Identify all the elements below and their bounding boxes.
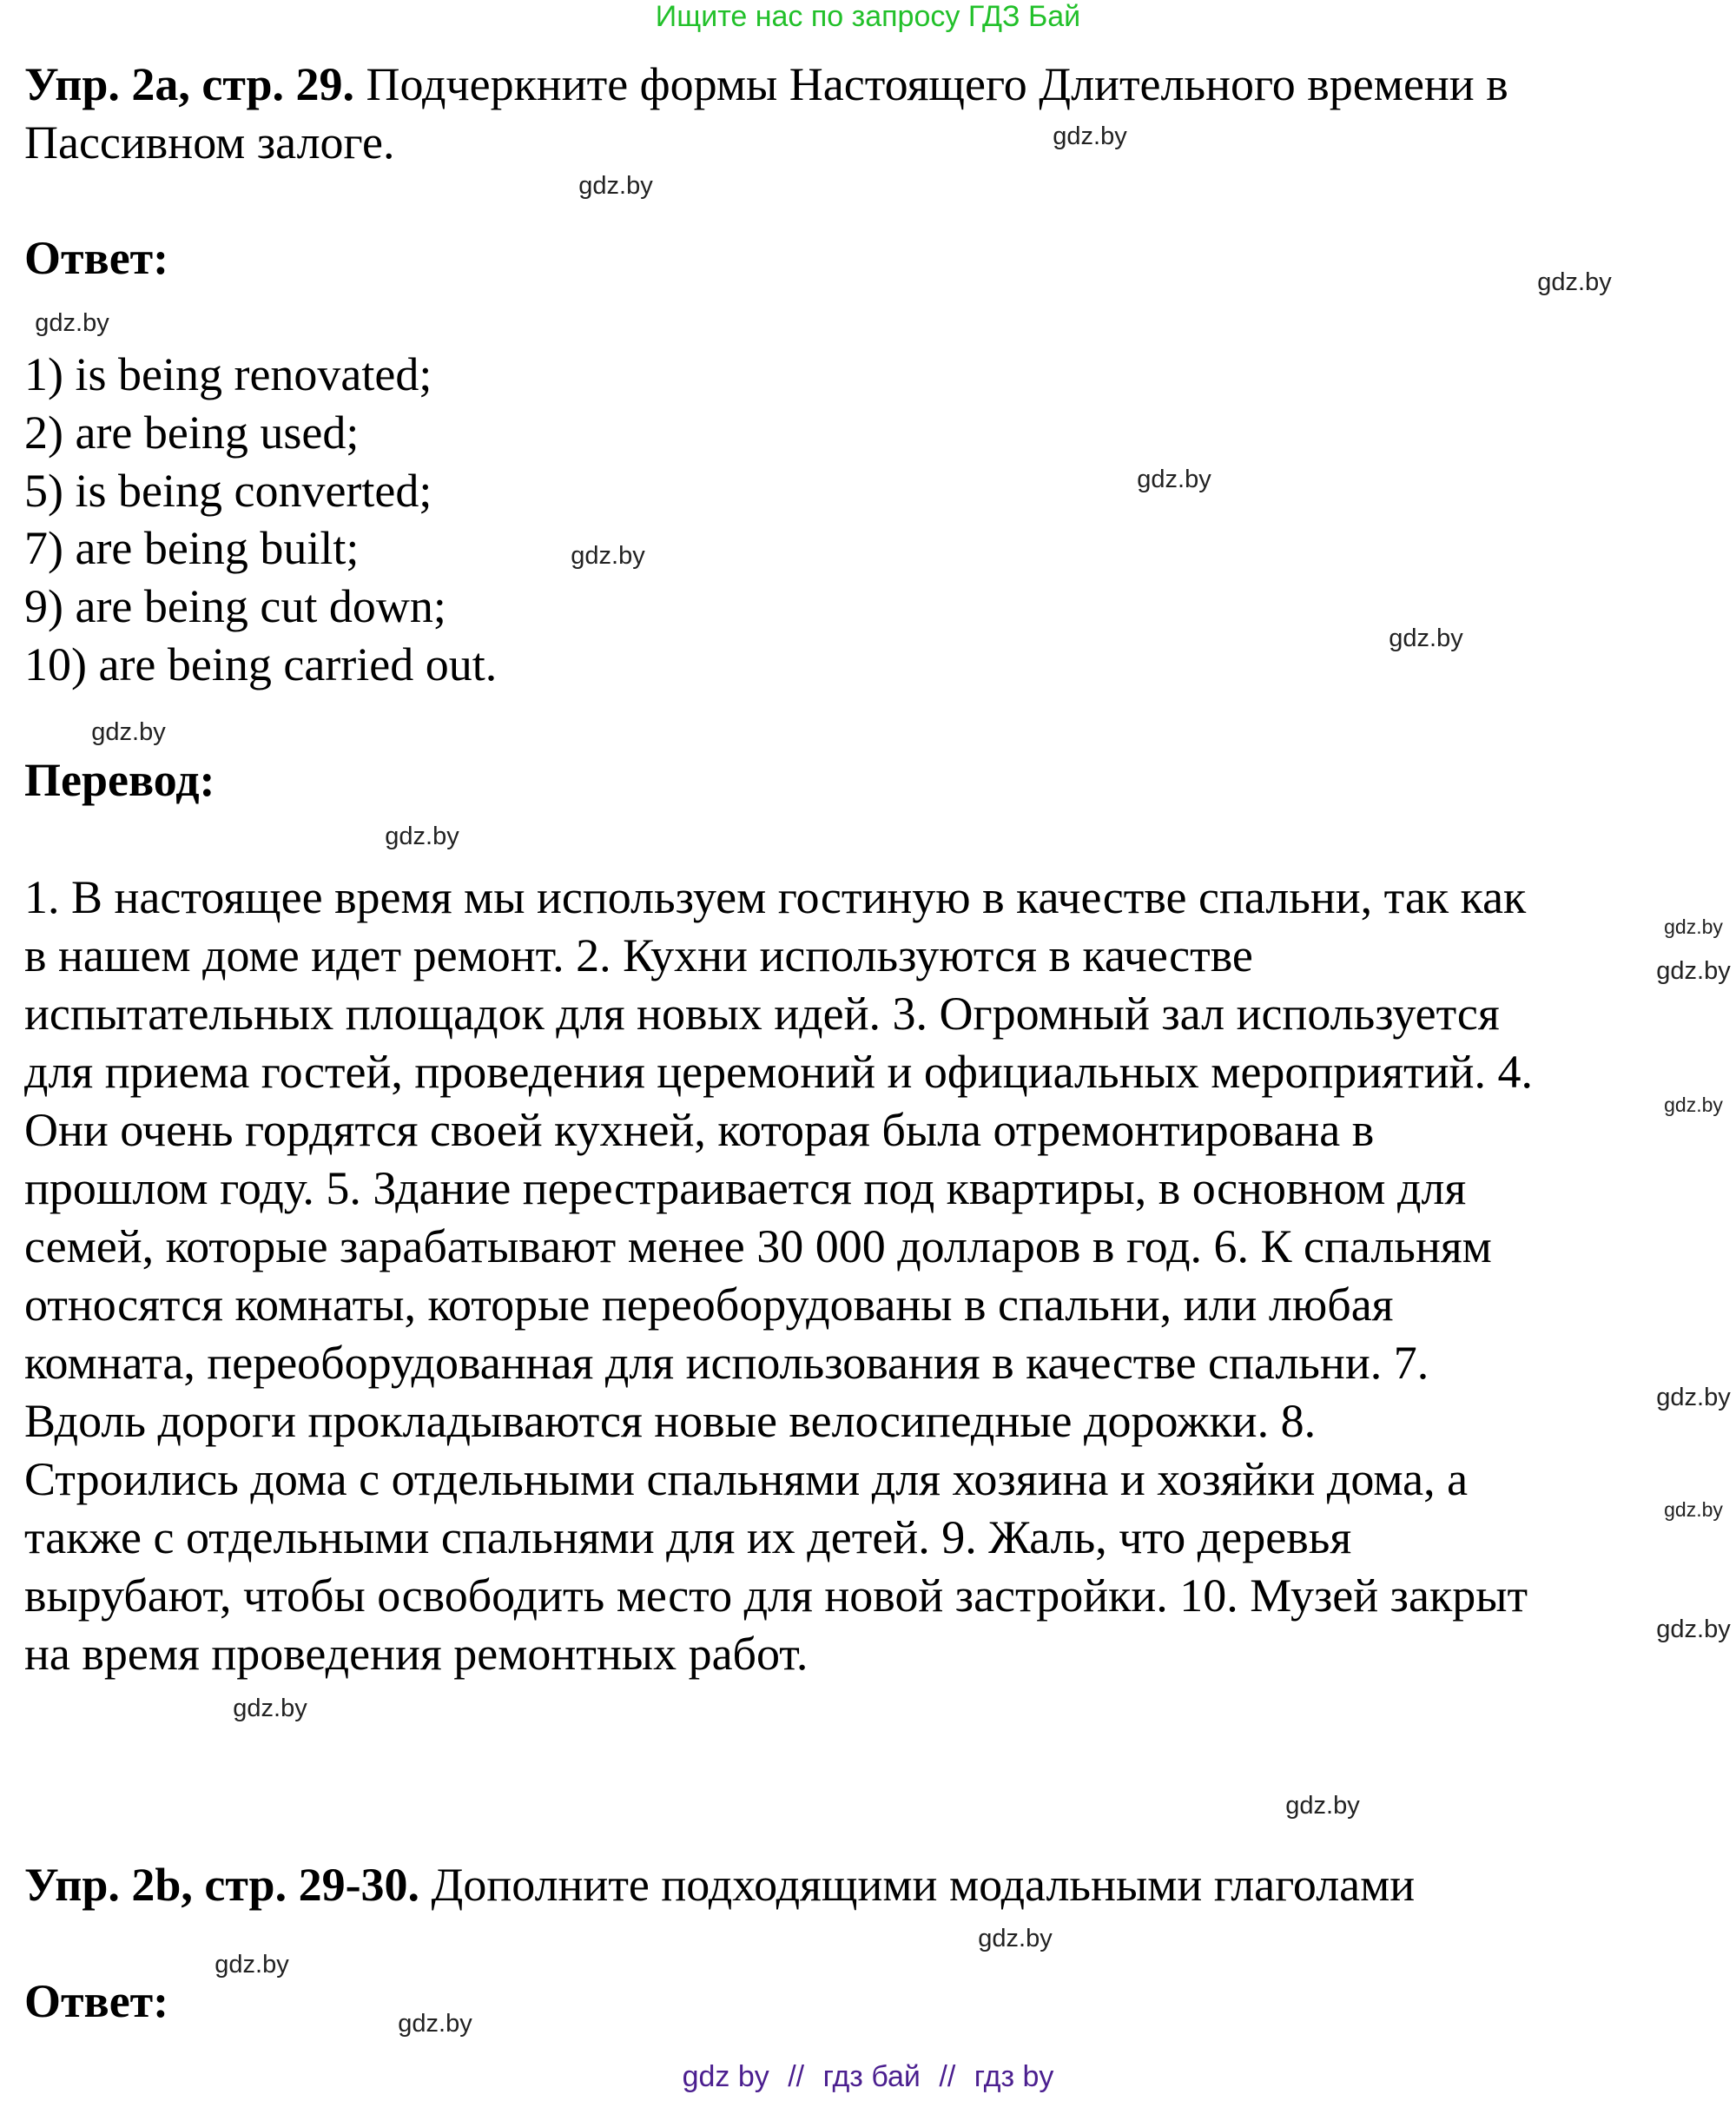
watermark: gdz.by (91, 718, 166, 746)
footer-links (0, 2060, 1736, 2093)
answer-item: 7) are being built; (24, 522, 360, 574)
watermark: gdz.by (1664, 915, 1723, 938)
answer-item: 9) are being cut down; (24, 580, 446, 632)
watermark: gdz.by (1389, 624, 1463, 652)
exercise-2a-instruction-line2: Пассивном залоге. (24, 116, 395, 168)
exercise-2b-instruction: Дополните подходящими модальными глаголами (431, 1859, 1416, 1911)
watermark: gdz.by (1656, 1384, 1731, 1411)
search-banner: Ищите нас по запросу ГДЗ Бай (655, 0, 1081, 33)
watermark: gdz.by (398, 2010, 472, 2038)
watermark: gdz.by (578, 172, 653, 200)
watermark: gdz.by (571, 542, 645, 570)
answer-item: 10) are being carried out. (24, 638, 498, 690)
translation-line: для приема гостей, проведения церемоний и официальных мероприятий. 4. (24, 1046, 1533, 1098)
answer-heading-2b: Ответ: (24, 1975, 169, 2027)
watermark: gdz.by (1053, 122, 1127, 150)
watermark: gdz.by (978, 1925, 1053, 1952)
watermark: gdz.by (1656, 957, 1731, 985)
watermark: gdz.by (1656, 1615, 1731, 1643)
footer-link-gdz-by-cyr[interactable]: гдз by (974, 2060, 1054, 2093)
answer-item: 1) is being renovated; (24, 348, 432, 400)
watermark: gdz.by (385, 823, 459, 850)
translation-line: также с отдельными спальнями для их детей. 9. Жаль, что деревья (24, 1511, 1352, 1563)
watermark: gdz.by (215, 1951, 289, 1979)
exercise-2b-number: Упр. 2b, стр. 29-30. (24, 1859, 420, 1911)
exercise-2a-number: Упр. 2а, стр. 29. (24, 58, 355, 110)
translation-heading: Перевод: (24, 754, 215, 806)
watermark: gdz.by (1664, 1093, 1723, 1116)
footer-link-gdz-by[interactable]: gdz by (682, 2060, 769, 2093)
watermark: gdz.by (35, 309, 109, 337)
watermark: gdz.by (1137, 466, 1211, 493)
exercise-2b-title (24, 1856, 1415, 1914)
translation-line: Строились дома с отдельными спальнями для хозяина и хозяйки дома, а (24, 1453, 1469, 1505)
translation-line: в нашем доме идет ремонт. 2. Кухни используются в качестве (24, 929, 1253, 981)
footer-separator: // (939, 2060, 956, 2093)
exercise-2a-title (24, 56, 1508, 114)
translation-line: семей, которые зарабатывают менее 30 000 долларов в год. 6. К спальням (24, 1220, 1492, 1272)
watermark: gdz.by (1285, 1792, 1360, 1820)
footer-separator: // (788, 2060, 805, 2093)
answer-heading: Ответ: (24, 232, 169, 284)
translation-line: Вдоль дороги прокладываются новые велосипедные дорожки. 8. (24, 1395, 1317, 1447)
watermark: gdz.by (233, 1695, 307, 1722)
exercise-2a-instruction: Подчеркните формы Настоящего Длительного времени в (366, 58, 1508, 110)
translation-line: испытательных площадок для новых идей. 3. Огромный зал используется (24, 988, 1500, 1040)
watermark: gdz.by (1537, 268, 1612, 296)
footer-link-gdz-bai[interactable]: гдз бай (822, 2060, 921, 2093)
answer-item: 5) is being converted; (24, 465, 432, 517)
translation-line: 1. В настоящее время мы используем гостиную в качестве спальни, так как (24, 871, 1527, 923)
translation-line: вырубают, чтобы освободить место для новой застройки. 10. Музей закрыт (24, 1569, 1528, 1622)
translation-line: комната, переоборудованная для использования в качестве спальни. 7. (24, 1337, 1429, 1389)
watermark: gdz.by (1664, 1498, 1723, 1521)
translation-line: Они очень гордятся своей кухней, которая была отремонтирована в (24, 1104, 1375, 1156)
translation-line: относятся комнаты, которые переоборудованы в спальни, или любая (24, 1278, 1394, 1331)
answer-item: 2) are being used; (24, 406, 360, 459)
translation-line: прошлом году. 5. Здание перестраивается под квартиры, в основном для (24, 1162, 1467, 1214)
translation-line: на время проведения ремонтных работ. (24, 1628, 809, 1680)
